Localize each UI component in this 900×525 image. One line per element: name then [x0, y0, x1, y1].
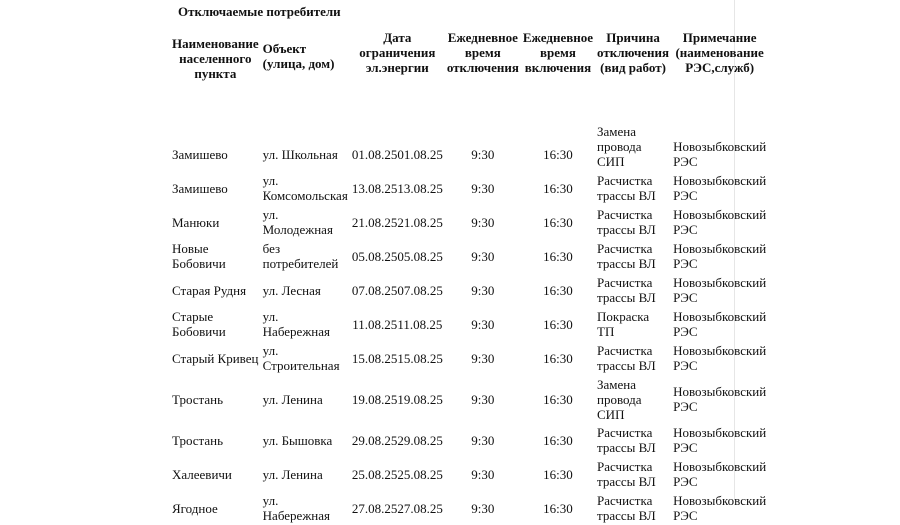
date-to: 19.08.25 — [397, 391, 443, 407]
cell-note: Новозыбковский РЭС — [673, 207, 767, 237]
cell-locality: Тростань — [172, 391, 224, 407]
date-to: 29.08.25 — [397, 432, 443, 448]
header-off-time: Ежедневное время отключения — [446, 30, 519, 75]
cell-on-time: 16:30 — [543, 432, 573, 448]
cell-off-time: 9:30 — [471, 214, 495, 230]
cell-on-time: 16:30 — [543, 180, 573, 196]
cell-on-time: 16:30 — [543, 316, 573, 332]
date-to: 07.08.25 — [397, 282, 443, 298]
header-on-time: Ежедневное время включения — [522, 30, 594, 75]
cell-reason: Замена провода СИП — [597, 376, 642, 422]
cell-reason: Расчистка трассы ВЛ — [597, 425, 656, 455]
cell-off-time: 9:30 — [471, 466, 495, 482]
cell-locality: Ягодное — [172, 500, 218, 516]
header-note: Примечание (наименование РЭС,служб) — [675, 30, 764, 75]
date-to: 05.08.25 — [397, 248, 443, 264]
table-row — [170, 341, 768, 375]
cell-note: Новозыбковский РЭС — [673, 493, 767, 523]
cell-on-time: 16:30 — [543, 500, 573, 516]
date-to: 21.08.25 — [397, 214, 443, 230]
cell-reason: Расчистка трассы ВЛ — [597, 343, 656, 373]
date-from: 27.08.25 — [351, 500, 398, 516]
table-row — [170, 423, 768, 457]
cell-dates — [350, 171, 445, 205]
cell-locality: Тростань — [172, 432, 224, 448]
date-to: 25.08.25 — [397, 466, 443, 482]
cell-on-time: 16:30 — [543, 391, 573, 407]
date-from: 21.08.25 — [351, 214, 398, 230]
date-from: 07.08.25 — [351, 282, 398, 298]
cell-off-time: 9:30 — [471, 350, 495, 366]
date-to: 13.08.25 — [397, 180, 443, 196]
cell-on-time: 16:30 — [543, 466, 573, 482]
header-reason: Причина отключения (вид работ) — [597, 30, 670, 75]
cell-object: ул. Бышовка — [262, 432, 333, 448]
date-from: 13.08.25 — [351, 180, 398, 196]
cell-object: ул. Ленина — [262, 466, 323, 482]
table-row — [170, 307, 768, 341]
cell-off-time: 9:30 — [471, 147, 495, 162]
page-title: Отключаемые потребители — [178, 4, 341, 19]
cell-off-time: 9:30 — [471, 282, 495, 298]
cell-note: Новозыбковский РЭС — [673, 425, 767, 455]
cell-off-time: 9:30 — [471, 248, 495, 264]
header-dates: Дата ограничения эл.энергии — [359, 30, 436, 75]
cell-locality: Старые Бобовичи — [172, 309, 226, 339]
cell-locality: Старая Рудня — [172, 282, 247, 298]
cell-on-time: 16:30 — [543, 350, 573, 366]
cell-locality: Замишево — [172, 147, 228, 162]
cell-reason: Расчистка трассы ВЛ — [597, 207, 656, 237]
cell-reason: Расчистка трассы ВЛ — [597, 493, 656, 523]
date-from: 11.08.25 — [352, 316, 398, 332]
cell-dates — [350, 239, 445, 273]
header-locality: Наименование населенного пункта — [172, 36, 259, 81]
cell-off-time: 9:30 — [471, 432, 495, 448]
date-from: 01.08.25 — [351, 147, 398, 162]
cell-object: ул. Набережная — [262, 493, 331, 523]
cell-dates — [350, 205, 445, 239]
cell-dates — [350, 423, 445, 457]
cell-on-time: 16:30 — [543, 282, 573, 298]
cell-dates — [350, 375, 445, 423]
cell-reason: Расчистка трассы ВЛ — [597, 241, 656, 271]
cell-note: Новозыбковский РЭС — [673, 275, 767, 305]
cell-dates — [350, 491, 445, 525]
table-row — [170, 491, 768, 525]
cell-note: Новозыбковский РЭС — [673, 173, 767, 203]
cell-note: Новозыбковский РЭС — [673, 459, 767, 489]
table-row — [170, 239, 768, 273]
cell-reason: Замена провода СИП — [597, 124, 642, 169]
cell-object: ул. Ленина — [262, 391, 323, 407]
cell-locality: Новые Бобовичи — [172, 241, 226, 271]
cell-locality: Старый Кривец — [172, 350, 259, 366]
cell-off-time: 9:30 — [471, 180, 495, 196]
cell-object: ул. Комсомольская — [262, 173, 348, 203]
cell-dates — [350, 341, 445, 375]
cell-off-time: 9:30 — [471, 316, 495, 332]
cell-off-time: 9:30 — [471, 391, 495, 407]
cell-locality: Халеевичи — [172, 466, 232, 482]
cell-object: ул. Лесная — [262, 282, 321, 298]
table-row — [170, 113, 768, 171]
table-row — [170, 205, 768, 239]
cell-on-time: 16:30 — [543, 248, 573, 264]
date-from: 15.08.25 — [351, 350, 398, 366]
cell-dates — [350, 273, 445, 307]
cell-on-time: 16:30 — [543, 147, 573, 162]
cell-dates — [350, 457, 445, 491]
table-header-row — [170, 24, 768, 113]
cell-reason: Расчистка трассы ВЛ — [597, 173, 656, 203]
cell-reason: Расчистка трассы ВЛ — [597, 275, 656, 305]
cell-note: Новозыбковский РЭС — [673, 343, 767, 373]
date-from: 29.08.25 — [351, 432, 398, 448]
cell-dates — [350, 113, 445, 171]
table-row — [170, 171, 768, 205]
date-to: 11.08.25 — [397, 316, 443, 332]
cell-note: Новозыбковский РЭС — [673, 309, 767, 339]
date-to: 01.08.25 — [397, 147, 443, 162]
date-from: 19.08.25 — [351, 391, 398, 407]
outage-table — [170, 24, 768, 525]
cell-note: Новозыбковский РЭС — [673, 384, 767, 414]
cell-note: Новозыбковский РЭС — [673, 139, 767, 169]
cell-object: ул. Набережная — [262, 309, 331, 339]
date-from: 25.08.25 — [351, 466, 398, 482]
date-to: 27.08.25 — [397, 500, 443, 516]
cell-off-time: 9:30 — [471, 500, 495, 516]
cell-object: ул. Молодежная — [262, 207, 333, 237]
cell-dates — [350, 307, 445, 341]
cell-object: ул. Строительная — [262, 343, 340, 373]
cell-locality: Замишево — [172, 180, 228, 196]
header-object: Объект (улица, дом) — [262, 41, 335, 71]
cell-reason: Покраска ТП — [597, 309, 650, 339]
cell-on-time: 16:30 — [543, 214, 573, 230]
cell-locality: Манюки — [172, 214, 220, 230]
table-row — [170, 375, 768, 423]
table-row — [170, 273, 768, 307]
date-to: 15.08.25 — [397, 350, 443, 366]
table-row — [170, 457, 768, 491]
cell-object: ул. Школьная — [262, 147, 338, 162]
date-from: 05.08.25 — [351, 248, 398, 264]
cell-note: Новозыбковский РЭС — [673, 241, 767, 271]
cell-reason: Расчистка трассы ВЛ — [597, 459, 656, 489]
cell-object: без потребителей — [262, 241, 339, 271]
